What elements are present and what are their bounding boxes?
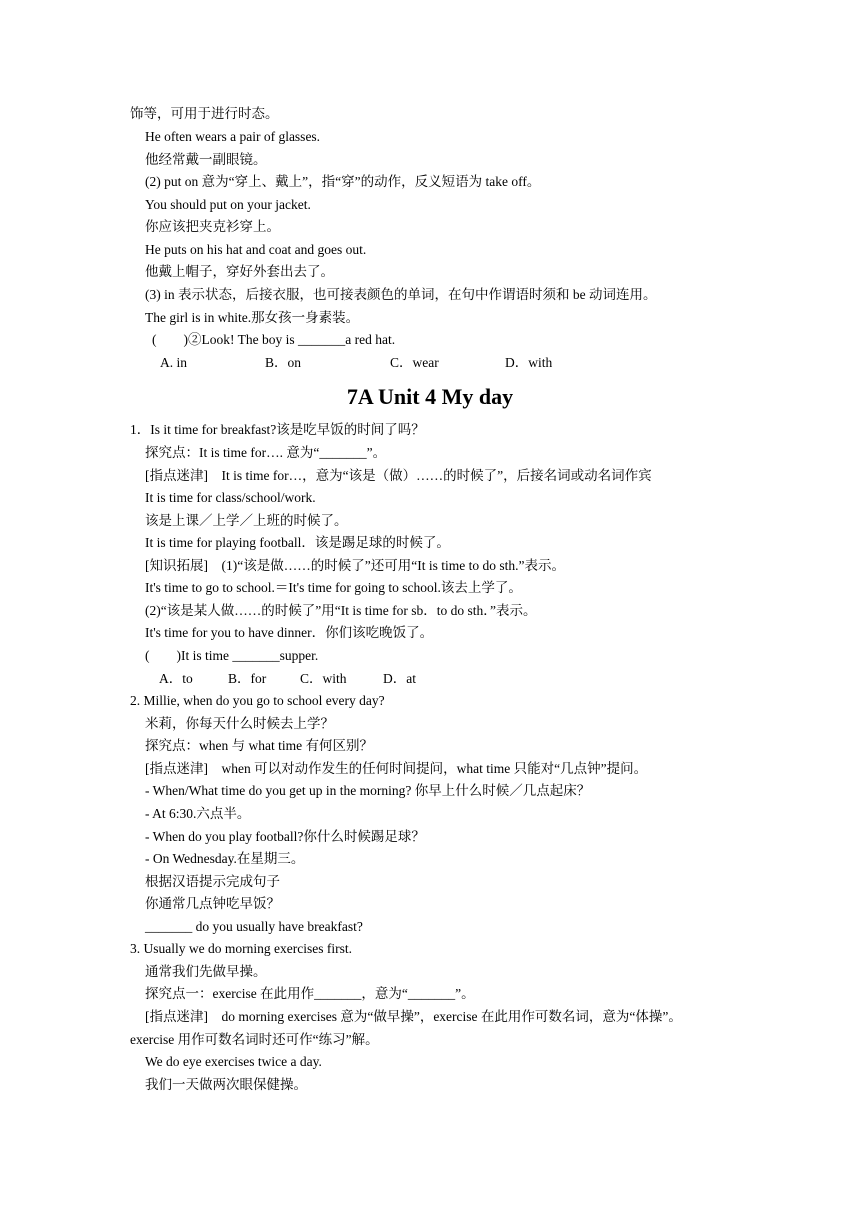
text-line: It's time for you to have dinner．你们该吃晚饭了。 — [145, 625, 434, 640]
text-line: 饰等，可用于进行时态。 — [130, 106, 279, 121]
text-line: [指点迷津] when 可以对动作发生的任何时间提问，what time 只能对“几点钟”提问。 — [145, 761, 648, 776]
text-line: 1．Is it time for breakfast?该是吃早饭的时间了吗？ — [130, 422, 425, 437]
text-line: - When/What time do you get up in the morning? 你早上什么时候／几点起床？ — [145, 783, 591, 798]
text-line: [知识拓展] (1)“该是做……的时候了”还可用“It is time to do sth.”表示。 — [145, 558, 565, 573]
text-line: It's time to go to school.＝It's time for going to school.该去上学了。 — [145, 580, 522, 595]
text-line: 他戴上帽子，穿好外套出去了。 — [145, 264, 334, 279]
text-line: He puts on his hat and coat and goes out. — [145, 242, 367, 257]
unit-title: 7A Unit 4 My day — [346, 384, 514, 409]
text-line: - At 6:30.六点半。 — [145, 806, 251, 821]
text-line: _______ do you usually have breakfast? — [145, 919, 363, 934]
text-line: We do eye exercises twice a day. — [145, 1054, 322, 1069]
text-line: - When do you play football?你什么时候踢足球？ — [145, 829, 425, 844]
text-line: It is time for class/school/work. — [145, 490, 316, 505]
text-line: 3. Usually we do morning exercises first. — [130, 941, 352, 956]
option-b: B．on — [265, 355, 302, 370]
option-d: D．at — [383, 671, 416, 686]
text-line: (2) put on 意为“穿上、戴上”，指“穿”的动作，反义短语为 take off。 — [145, 174, 541, 189]
text-line: 探究点一：exercise 在此用作_______，意为“_______”。 — [145, 986, 475, 1001]
text-line: It is time for playing football．该是踢足球的时候了。 — [145, 535, 450, 550]
option-c: C．with — [300, 671, 347, 686]
text-line: [指点迷津] do morning exercises 意为“做早操”，exercise 在此用作可数名词，意为“体操”。 — [145, 1009, 682, 1024]
text-line: - On Wednesday.在星期三。 — [145, 851, 305, 866]
option-d: D．with — [505, 355, 553, 370]
text-line: He often wears a pair of glasses. — [145, 129, 321, 144]
text-line: 探究点：It is time for…. 意为“_______”。 — [145, 445, 387, 460]
text-line: (2)“该是某人做……的时候了”用“It is time for sb．to do sth．”表示。 — [145, 603, 537, 618]
text-line: 探究点：when 与 what time 有何区别？ — [145, 738, 373, 753]
text-line: exercise 用作可数名词时还可作“练习”解。 — [130, 1032, 379, 1047]
text-line: 我们一天做两次眼保健操。 — [145, 1077, 307, 1092]
text-line: 通常我们先做早操。 — [145, 964, 267, 979]
text-line: The girl is in white.那女孩一身素装。 — [145, 310, 360, 325]
option-c: C．wear — [390, 355, 439, 370]
text-line: 该是上课／上学／上班的时候了。 — [145, 513, 348, 528]
question-line: ( )It is time _______supper. — [145, 648, 319, 663]
text-line: 他经常戴一副眼镜。 — [145, 152, 267, 167]
option-b: B．for — [228, 671, 267, 686]
option-a: A．to — [159, 671, 193, 686]
question-line: ( )②Look! The boy is _______a red hat. — [152, 332, 396, 347]
text-line: [指点迷津] It is time for…，意为“该是（做）……的时候了”，后接名词或动名词作宾 — [145, 468, 652, 483]
option-a: A. in — [160, 355, 187, 370]
text-line: You should put on your jacket. — [145, 197, 311, 212]
text-line: 2. Millie, when do you go to school every day? — [130, 693, 385, 708]
text-line: 米莉，你每天什么时候去上学？ — [145, 716, 334, 731]
text-line: 你通常几点钟吃早饭？ — [145, 896, 280, 911]
text-line: (3) in 表示状态，后接衣服，也可接表颜色的单词，在句中作谓语时须和 be 动词连用。 — [145, 287, 657, 302]
text-line: 根据汉语提示完成句子 — [145, 874, 280, 889]
text-line: 你应该把夹克衫穿上。 — [145, 219, 280, 234]
